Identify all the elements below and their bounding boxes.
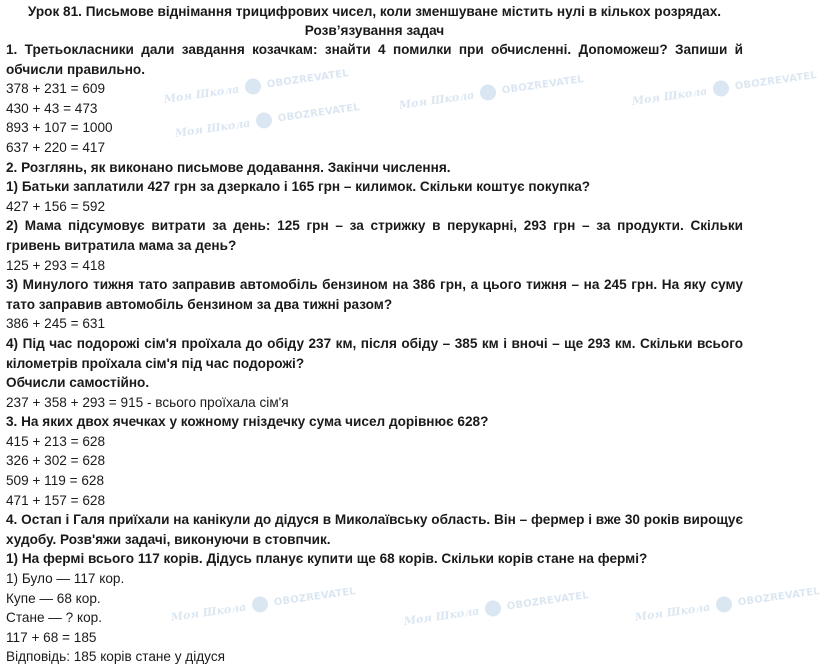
watermark-left-text: Моя Школа [174, 115, 252, 140]
task-4-line: 1) Було — 117 кор. [6, 571, 125, 587]
watermark-left-text: Моя Школа [403, 603, 481, 628]
watermark-right-text: OBOZREVATEL [501, 73, 585, 96]
task-1-line: 637 + 220 = 417 [6, 139, 106, 155]
page-title: Урок 81. Письмове віднімання трицифрових чисел, коли зменшуване містить нулі в кількох розрядах. [27, 4, 722, 19]
task-3-line: 509 + 119 = 628 [6, 473, 105, 489]
task-1-line: 893 + 107 = 1000 [6, 120, 113, 136]
task-3-line: 471 + 157 = 628 [6, 492, 106, 508]
task-4-line: Купе — 68 кор. [6, 590, 101, 606]
task-1-line: 430 + 43 = 473 [6, 100, 98, 116]
watermark-left-text: Моя Школа [634, 599, 712, 624]
task-2-question-2: 2) Мама підсумовує витрати за день: 125 грн – за стрижку в перукарні, 293 грн – за продукти. Скільки гривень витратила мама за день? [6, 218, 743, 253]
task-1-question: 1. Третьокласники дали завдання козачкам: знайти 4 помилки при обчисленні. Допоможеш? Запиши й обчисли правильно. [6, 42, 743, 77]
watermark-right-text: OBOZREVATEL [737, 585, 821, 608]
watermark-right-text: OBOZREVATEL [277, 101, 361, 124]
task-1-line: 378 + 231 = 609 [6, 81, 106, 97]
task-2-heading: 2. Розглянь, як виконано письмове додавання. Закінчи числення. [6, 159, 451, 175]
watermark-left-text: Моя Школа [163, 81, 241, 106]
watermark-right-text: OBOZREVATEL [273, 585, 357, 608]
task-2-answer-3: 386 + 245 = 631 [6, 316, 106, 332]
task-4-subquestion-1: 1) На фермі всього 117 корів. Дідусь планує купити ще 68 корів. Скільки корів стане на фермі? [6, 551, 648, 567]
watermark-right-text: OBOZREVATEL [506, 589, 590, 612]
watermark-left-text: Моя Школа [170, 599, 248, 624]
task-2-question-4: 4) Під час подорожі сім'я проїхала до обіду 237 км, після обіду – 385 км і вночі – ще 293 км. Скільки всього кілометрів проїхала сім'я під час подорожі? [6, 335, 743, 371]
task-4-question: 4. Остап і Галя приїхали на канікули до дідуся в Миколаївську область. Він – фермер і вже 30 років вирощує худобу. Розв'яжи задачі, виконуючи в стовпчик. [6, 512, 743, 547]
watermark-left-text: Моя Школа [631, 83, 709, 108]
task-2-question-1: 1) Батьки заплатили 427 грн за дзеркало і 165 грн – килимок. Скільки коштує покупка? [6, 179, 591, 195]
task-2-answer-4: 237 + 358 + 293 = 915 - всього проїхала сім'я [6, 394, 289, 410]
task-3-line: 326 + 302 = 628 [6, 453, 106, 469]
task-3-line: 415 + 213 = 628 [6, 433, 106, 449]
task-2-question-3: 3) Минулого тижня тато заправив автомобіль бензином на 386 грн, а цього тижня – на 245 грн. На яку суму тато заправив автомобіль бензином за два тижні разом? [6, 277, 743, 312]
task-4-answer: Відповідь: 185 корів стане у дідуся [6, 649, 225, 665]
watermark-right-text: OBOZREVATEL [734, 69, 818, 92]
task-2-self-instruction: Обчисли самостійно. [6, 375, 150, 391]
watermark-right-text: OBOZREVATEL [266, 67, 350, 90]
task-4-line: Стане — ? кор. [6, 610, 102, 626]
task-2-answer-2: 125 + 293 = 418 [6, 257, 106, 273]
task-3-question: 3. На яких двох ячечках у кожному гніздечку сума чисел дорівнює 628? [6, 414, 489, 430]
page-subtitle: Розв’язування задач [304, 23, 445, 38]
watermark-left-text: Моя Школа [398, 87, 476, 112]
task-2-answer-1: 427 + 156 = 592 [6, 198, 106, 214]
task-4-line: 117 + 68 = 185 [6, 629, 97, 645]
